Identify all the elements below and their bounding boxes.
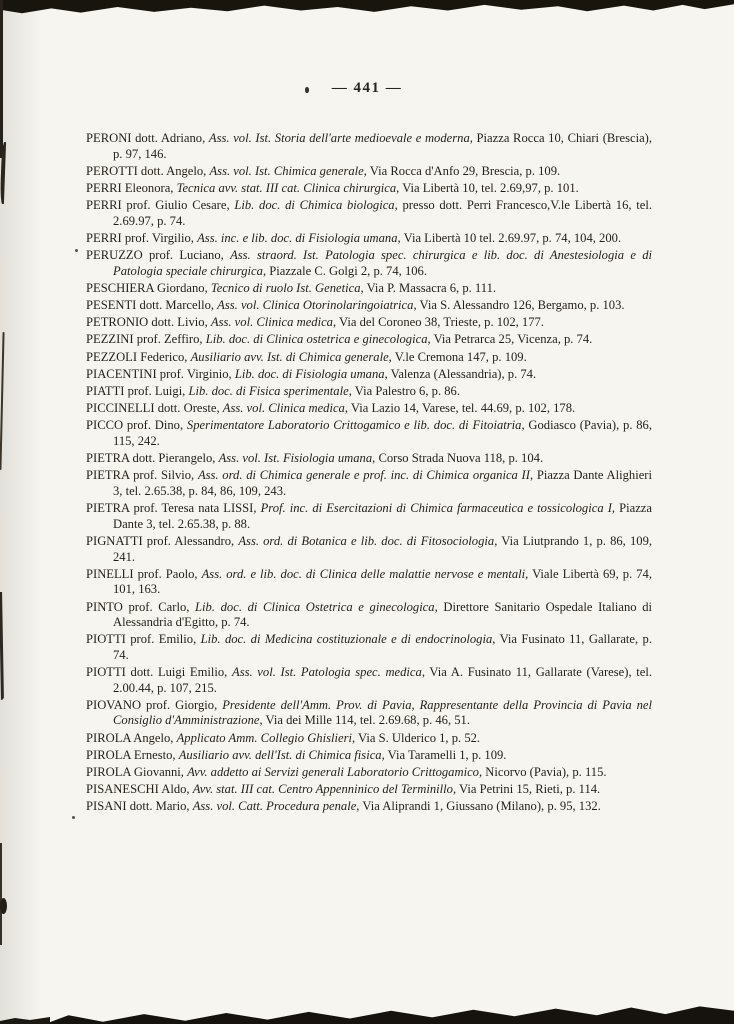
entry-text: PERUZZO prof. Luciano, <box>86 248 231 263</box>
entry-role-text: Ass. vol. Clinica medica <box>210 315 333 330</box>
entry-role-text: Avv. stat. III cat. Centro Appenninico del Terminillo <box>192 782 453 797</box>
directory-entry <box>86 367 652 383</box>
entry-text: PETRONIO dott. Livio, <box>86 315 211 330</box>
entry-role-text: Lib. doc. di Clinica Ostetrica e ginecologica <box>195 599 435 614</box>
entry-role-text: Ass. vol. Ist. Storia dell'arte medioevale e moderna <box>208 131 470 145</box>
directory-entry <box>86 698 652 729</box>
entry-text: , Via Libertà 10 tel. 2.69.97, p. 74, 104, 200. <box>397 230 622 245</box>
directory-entry <box>86 231 652 247</box>
entry-role-text: Tecnico di ruolo Ist. Genetica <box>210 280 361 295</box>
directory-entry <box>86 567 652 598</box>
directory-entry <box>86 665 652 696</box>
directory-entry <box>86 248 652 279</box>
entry-text: PESENTI dott. Marcello, <box>86 298 218 313</box>
entry-text: PERRI prof. Virgilio, <box>86 230 198 245</box>
entry-text: PIOTTI prof. Emilio, <box>86 632 201 647</box>
entry-role-text: Ass. ord. di Chimica generale e prof. inc. di Chimica organica II <box>197 468 530 483</box>
entry-text: PEZZINI prof. Zeffiro, <box>86 332 206 347</box>
entry-text: , Via dei Mille 114, tel. 2.69.68, p. 46, 51. <box>259 713 471 728</box>
entry-role-text: Lib. doc. di Fisiologia umana <box>234 366 385 381</box>
directory-entry <box>86 418 652 449</box>
entry-role-text: Ass. vol. Ist. Patologia spec. medica <box>232 665 422 680</box>
scan-artifact-left-line-5 <box>0 843 2 945</box>
entry-role-text: Ausiliario avv. dell'Ist. di Chimica fisica <box>178 747 382 762</box>
entry-text: PERRI Eleonora, <box>86 180 177 195</box>
entry-text: PEZZOLI Federico, <box>86 349 191 364</box>
entry-role-text: Ass. vol. Clinica Otorinolaringoiatrica <box>217 298 414 313</box>
entry-role-text: Lib. doc. di Clinica ostetrica e ginecologica <box>205 332 428 347</box>
entry-role-text: Ass. ord. di Botanica e lib. doc. di Fitosociologia <box>238 533 495 548</box>
entry-text: PINELLI prof. Paolo, <box>86 566 202 581</box>
scan-artifact-left-mark-4 <box>0 592 4 700</box>
directory-entry <box>86 782 652 798</box>
entry-role-text: Prof. inc. di Esercitazioni di Chimica farmaceutica e tossicologica I <box>260 501 612 516</box>
entry-text: , Via Aliprandi 1, Giussano (Milano), p. 95, 132. <box>356 799 601 814</box>
entry-text: PIACENTINI prof. Virginio, <box>86 366 235 381</box>
scan-artifact-left-mark-3 <box>0 332 5 470</box>
directory-entry <box>86 350 652 366</box>
directory-entry <box>86 198 652 229</box>
directory-list <box>86 131 652 817</box>
entry-text: PESCHIERA Giordano, <box>86 280 211 295</box>
entry-role-text: Ass. vol. Clinica medica <box>222 401 345 416</box>
entry-text: PIETRA dott. Pierangelo, <box>86 451 219 466</box>
scan-artifact-bottom-left-corner <box>0 1014 50 1024</box>
entry-text: PISANESCHI Aldo, <box>86 782 193 797</box>
entry-text: , V.le Cremona 147, p. 109. <box>388 349 527 364</box>
entry-text: , Piazzale C. Golgi 2, p. 74, 106. <box>262 263 427 278</box>
directory-entry <box>86 332 652 348</box>
entry-text: PIROLA Angelo, <box>86 730 177 745</box>
scan-artifact-left-mark-2 <box>0 142 6 204</box>
entry-text: , Via Fusinato 11, Gallarate, p. 74. <box>113 632 652 662</box>
directory-entry <box>86 451 652 467</box>
entry-text: PIETRA prof. Teresa nata LISSI, <box>86 501 261 516</box>
entry-role-text: Ass. inc. e lib. doc. di Fisiologia umana <box>197 230 398 245</box>
directory-entry <box>86 401 652 417</box>
entry-text: , Piazza Dante 3, tel. 2.65.38, p. 88. <box>113 501 652 531</box>
entry-role-text: Avv. addetto ai Servizi generali Laboratorio Crittogamico <box>187 765 479 779</box>
scan-artifact-bottom-edge <box>48 1002 734 1024</box>
entry-text: PIGNATTI prof. Alessandro, <box>86 533 239 548</box>
directory-entry <box>86 131 652 162</box>
entry-text: PIETRA prof. Silvio, <box>86 468 198 483</box>
entry-text: , Viale Libertà 69, p. 74, 101, 163. <box>113 566 652 597</box>
entry-role-text: Ass. vol. Ist. Chimica generale <box>209 163 364 178</box>
entry-role-text: Ass. vol. Ist. Fisiologia umana <box>218 451 373 466</box>
entry-text: PIOTTI dott. Luigi Emilio, <box>86 665 232 680</box>
page-number: — 441 — <box>331 80 403 96</box>
directory-entry <box>86 181 652 197</box>
entry-text: , Via Petrarca 25, Vicenza, p. 74. <box>427 332 593 347</box>
entry-text: , presso dott. Perri Francesco,V.le Libertà 16, tel. 2.69.97, p. 74. <box>113 198 652 228</box>
entry-role-text: Lib. doc. di Chimica biologica <box>234 198 395 213</box>
entry-text: , Via Taramelli 1, p. 109. <box>381 747 507 762</box>
entry-text: PICCO prof. Dino, <box>86 418 187 433</box>
entry-role-text: Sperimentatore Laboratorio Crittogamico e lib. doc. di Fitoiatria <box>186 418 522 433</box>
entry-text: , Valenza (Alessandria), p. 74. <box>384 366 537 381</box>
directory-entry <box>86 164 652 180</box>
directory-entry <box>86 748 652 764</box>
entry-text: PIATTI prof. Luigi, <box>86 384 189 399</box>
entry-text: PERONI dott. Adriano, <box>86 131 209 145</box>
entry-text: PERRI prof. Giulio Cesare, <box>86 198 235 213</box>
entry-text: , Via Liutprando 1, p. 86, 109, 241. <box>113 533 653 564</box>
entry-role-text: Lib. doc. di Fisica sperimentale <box>188 384 349 399</box>
entry-text: PIROLA Giovanni, <box>86 765 188 779</box>
entry-text: PIROLA Ernesto, <box>86 747 179 762</box>
entry-text: , Via Lazio 14, Varese, tel. 44.69, p. 102, 178. <box>344 401 576 416</box>
entry-text: , Godiasco (Pavia), p. 86, 115, 242. <box>113 418 652 448</box>
scan-artifact-top-edge <box>0 0 734 14</box>
directory-entry <box>86 799 652 815</box>
entry-text: , Via Palestro 6, p. 86. <box>348 384 460 399</box>
entry-text: PINTO prof. Carlo, <box>86 599 196 614</box>
directory-entry <box>86 315 652 331</box>
entry-role-text: Ass. ord. e lib. doc. di Clinica delle malattie nervose e mentali <box>201 566 526 581</box>
entry-role-text: Ass. straord. Ist. Patologia spec. chirurgica e lib. doc. di Anestesiologia e di Patologia speciale chirurgica <box>113 248 652 278</box>
scan-artifact-speck-2 <box>72 816 75 819</box>
entry-text: , Via Rocca d'Anfo 29, Brescia, p. 109. <box>363 163 561 178</box>
entry-text: , Via Petrini 15, Rieti, p. 114. <box>452 782 601 797</box>
entry-text: , Via del Coroneo 38, Trieste, p. 102, 177. <box>332 315 544 330</box>
directory-entry <box>86 731 652 747</box>
entry-text: , Piazza Dante Alighieri 3, tel. 2.65.38, p. 84, 86, 109, 243. <box>113 468 652 498</box>
entry-text: , Nicorvo (Pavia), p. 115. <box>478 765 607 779</box>
directory-entry <box>86 765 652 781</box>
entry-text: PISANI dott. Mario, <box>86 799 193 814</box>
entry-role-text: Lib. doc. di Medicina costituzionale e di endocrinologia <box>200 632 493 647</box>
directory-entry <box>86 501 652 532</box>
entry-text: , Via Libertà 10, tel. 2.69,97, p. 101. <box>396 180 579 195</box>
entry-text: , Via P. Massacra 6, p. 111. <box>360 280 497 295</box>
entry-role-text: Ass. vol. Catt. Procedura penale <box>192 799 357 814</box>
entry-text: , Direttore Sanitario Ospedale Italiano di Alessandria d'Egitto, p. 74. <box>113 599 652 630</box>
entry-role-text: Presidente dell'Amm. Prov. di Pavia, Rappresentante della Provincia di Pavia nel Consiglio d'Amministrazione <box>113 697 652 728</box>
directory-entry <box>86 384 652 400</box>
entry-text: PICCINELLI dott. Oreste, <box>86 401 223 416</box>
scan-artifact-left-blob <box>0 898 7 914</box>
entry-text: PIOVANO prof. Giorgio, <box>86 697 223 712</box>
directory-entry <box>86 632 652 663</box>
entry-text: PEROTTI dott. Angelo, <box>86 163 210 178</box>
entry-role-text: Applicato Amm. Collegio Ghislieri <box>176 730 352 745</box>
entry-text: , Corso Strada Nuova 118, p. 104. <box>372 451 544 466</box>
directory-entry <box>86 600 652 631</box>
entry-text: , Piazza Rocca 10, Chiari (Brescia), p. 97, 146. <box>113 131 652 161</box>
entry-role-text: Tecnica avv. stat. III cat. Clinica chirurgica <box>176 180 397 195</box>
directory-entry <box>86 298 652 314</box>
directory-entry <box>86 468 652 499</box>
scan-artifact-left-line-1 <box>0 0 3 158</box>
entry-text: , Via S. Alessandro 126, Bergamo, p. 103. <box>413 298 625 313</box>
entry-text: , Via A. Fusinato 11, Gallarate (Varese), tel. 2.00.44, p. 107, 215. <box>113 665 652 695</box>
entry-text: , Via S. Ulderico 1, p. 52. <box>351 730 481 745</box>
directory-entry <box>86 534 652 565</box>
directory-entry <box>86 281 652 297</box>
entry-role-text: Ausiliario avv. Ist. di Chimica generale <box>190 349 389 364</box>
scan-artifact-speck-1 <box>75 249 78 252</box>
